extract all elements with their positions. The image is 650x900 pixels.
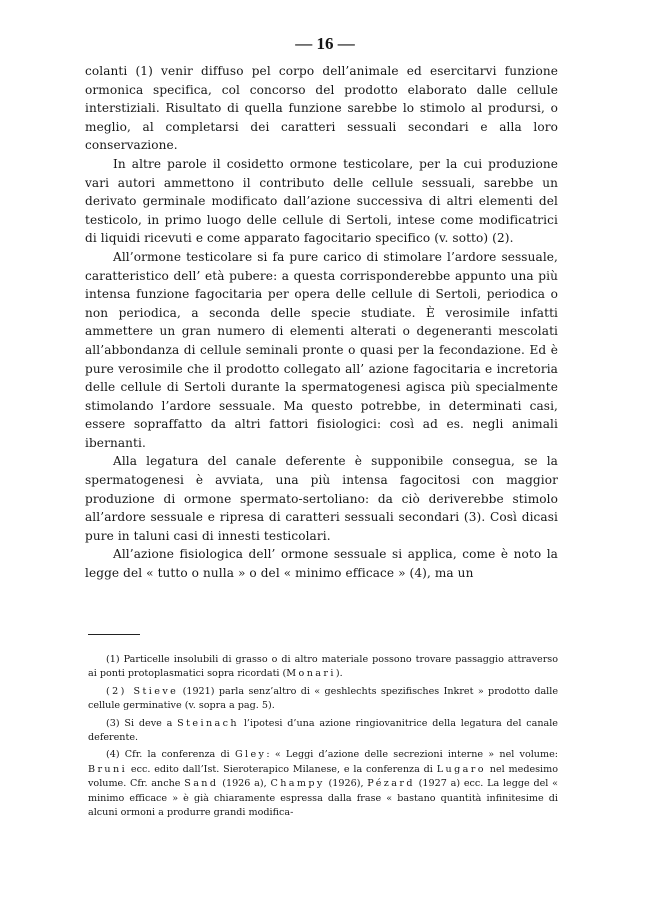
footnotes bbox=[88, 653, 558, 823]
footnote-4-text: nel medesimo volume. Cfr. anche bbox=[88, 763, 559, 790]
footnote-separator bbox=[88, 634, 140, 635]
body-text bbox=[85, 62, 558, 583]
footnote-3 bbox=[88, 717, 558, 746]
footnote-3-text-a: (3) Si deve a bbox=[106, 717, 178, 729]
footnote-4-text: (1926), bbox=[324, 778, 368, 790]
author-name: Lugaro bbox=[436, 763, 486, 775]
footnote-4 bbox=[88, 748, 558, 820]
footnote-4-text: (1927 a) ecc. La legge del « minimo efficace » è già chiaramente espressa dalla frase « bastano quantità infinitesime di alcuni ormoni a produrre grandi modifica- bbox=[88, 778, 558, 819]
author-name: Sand bbox=[184, 778, 219, 790]
paragraph-2: In altre parole il cosidetto ormone testicolare, per la cui produzione vari autori ammettono il contributo delle cellule sessuali, sarebbe un derivato germinale modificato dall’azione successiva di altri elementi del testicolo, in primo luogo delle cellule di Sertoli, intese come modificatrici di liquidi ricevuti e come apparato fagocitario specifico (v. sotto) (2). bbox=[85, 156, 558, 246]
footnote-1-end: ). bbox=[335, 668, 343, 680]
footnote-4-text: : « Leggi d’azione delle secrezioni interne » nel volume: bbox=[266, 749, 558, 761]
footnote-2-text: (1921) parla senz’altro di « geshlechts spezifisches Inkret » prodotto dalle cellule germinative (v. sopra a pag. 5). bbox=[88, 685, 558, 712]
author-name: Gley bbox=[234, 749, 267, 761]
paragraph-1: colanti (1) venir diffuso pel corpo dell’animale ed esercitarvi funzione ormonica specifica, col concorso del prodotto elaborato dalle cellule interstiziali. Risultato di quella funzione sarebbe lo stimolo al prodursi, o meglio, al completarsi dei caratteri sessuali secondari e alla loro conservazione. bbox=[85, 64, 558, 153]
footnote-3-text-b: l’ipotesi d’una azione ringiovanitrice della legatura del canale deferente. bbox=[88, 717, 558, 744]
footnote-4-text: (4) Cfr. la conferenza di bbox=[106, 749, 235, 761]
footnote-2 bbox=[88, 685, 558, 714]
footnote-4-text: (1926 a), bbox=[218, 778, 271, 790]
author-name: Steinach bbox=[177, 717, 239, 729]
page-number: — 16 — bbox=[295, 34, 355, 53]
author-name: Pézard bbox=[367, 778, 415, 790]
footnote-1 bbox=[88, 653, 558, 682]
author-name: Monari bbox=[286, 668, 336, 680]
paragraph-4: Alla legatura del canale deferente è supponibile consegua, se la spermatogenesi è avviata, una più intensa fagocitosi con maggior produzione di ormone spermato-sertoliano: da ciò deriverebbe stimolo all’ardore sessuale e ripresa di caratteri sessuali secondari (3). Così dicasi pure in taluni casi di innesti testicolari. bbox=[85, 454, 558, 543]
paragraph-3: All’ormone testicolare si fa pure carico di stimolare l’ardore sessuale, caratteristico dell’ età pubere: a questa corrisponderebbe appunto una più intensa funzione fagocitaria per opera delle cellule di Sertoli, periodica o non periodica, a seconda delle specie studiate. È verosimile infatti ammettere un gran numero di elementi alterati o degeneranti mescolati all’abbondanza di cellule seminali pronte o quasi per la fecondazione. Ed è pure verosimile che il prodotto collegato all’ azione fagocitaria e incretoria delle cellule di Sertoli durante la spermatogenesi agisca più specialmente stimolando l’ardore sessuale. Ma questo potrebbe, in determinati casi, essere sopraffatto da altri fattori fisiologici: così ad es. negli animali ibernanti. bbox=[85, 249, 558, 450]
author-name: Bruni bbox=[88, 763, 128, 775]
footnote-4-text: ecc. edito dall’Ist. Sieroterapico Milanese, e la conferenza di bbox=[127, 763, 437, 775]
author-name: Champy bbox=[270, 778, 325, 790]
author-name: (2) Stieve bbox=[106, 685, 179, 697]
footnote-1-text: (1) Particelle insolubili di grasso o di altro materiale possono trovare passaggio attraverso ai ponti protoplasmatici sopra ricordati ( bbox=[88, 654, 558, 680]
paragraph-5: All’azione fisiologica dell’ ormone sessuale si applica, come è noto la legge del « tutto o nulla » o del « minimo efficace » (4), ma un bbox=[85, 547, 558, 581]
